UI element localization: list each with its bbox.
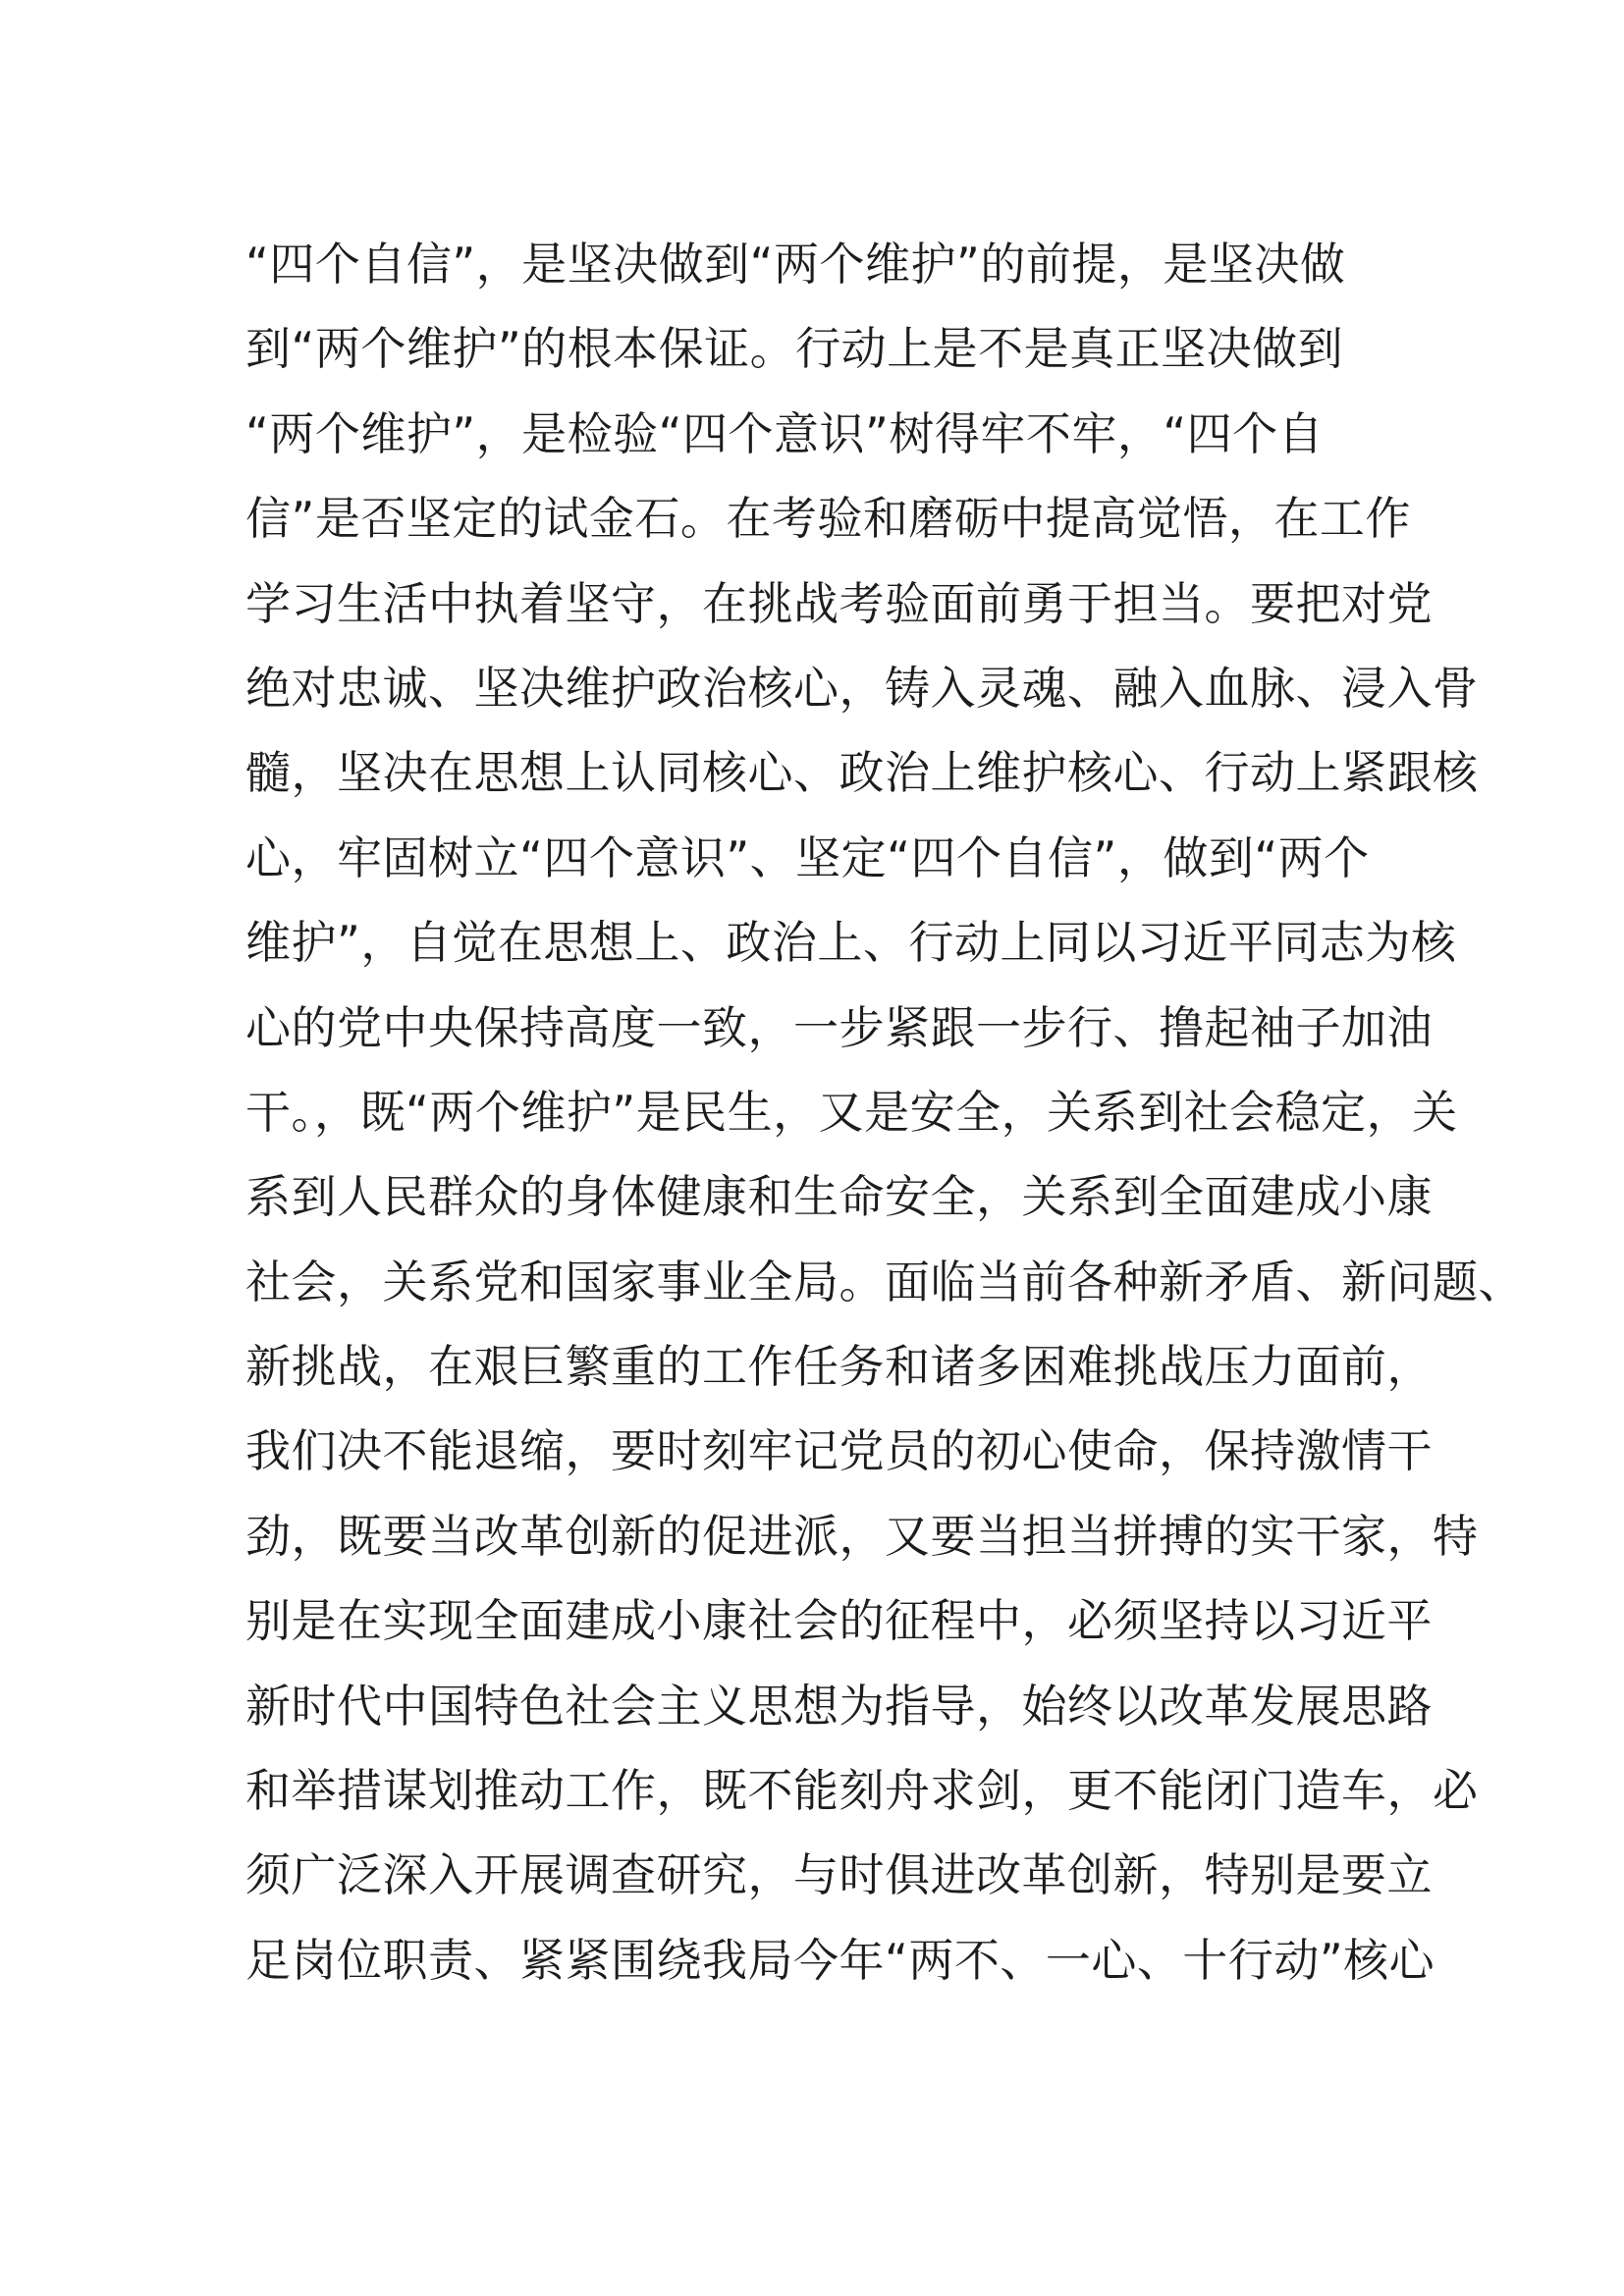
- text-line: 到“两个维护”的根本保证。行动上是不是真正坚决做到: [245, 322, 1344, 376]
- text-line: “两个维护”，是检验“四个意识”树得牢不牢，“四个自: [245, 406, 1325, 460]
- text-line: 须广泛深入开展调查研究，与时俱进改革创新，特别是要立: [245, 1848, 1433, 1902]
- text-line: 绝对忠诚、坚决维护政治核心，铸入灵魂、融入血脉、浸入骨: [245, 661, 1479, 715]
- text-line: 社会，关系党和国家事业全局。面临当前各种新矛盾、新问题、: [245, 1255, 1524, 1308]
- text-line: 新时代中国特色社会主义思想为指导，始终以改革发展思路: [245, 1679, 1433, 1733]
- text-line: 新挑战，在艰巨繁重的工作任务和诸多困难挑战压力面前，: [245, 1340, 1433, 1394]
- text-line: 信”是否坚定的试金石。在考验和磨砺中提高觉悟，在工作: [245, 492, 1411, 546]
- text-line: 系到人民群众的身体健康和生命安全，关系到全面建成小康: [245, 1170, 1433, 1224]
- text-line: 别是在实现全面建成小康社会的征程中，必须坚持以习近平: [245, 1594, 1433, 1648]
- text-line: 学习生活中执着坚守，在挑战考验面前勇于担当。要把对党: [245, 576, 1433, 630]
- text-line: “四个自信”，是坚决做到“两个维护”的前提，是坚决做: [245, 238, 1346, 291]
- text-line: 心，牢固树立“四个意识”、坚定“四个自信”，做到“两个: [245, 830, 1370, 884]
- text-line: 髓，坚决在思想上认同核心、政治上维护核心、行动上紧跟核: [245, 746, 1479, 800]
- text-line: 和举措谋划推动工作，既不能刻舟求剑，更不能闭门造车，必: [245, 1764, 1479, 1818]
- text-line: 劲，既要当改革创新的促进派，又要当担当拼搏的实干家，特: [245, 1509, 1479, 1563]
- text-line: 我们决不能退缩，要时刻牢记党员的初心使命，保持激情干: [245, 1424, 1433, 1478]
- text-line: 维护”，自觉在思想上、政治上、行动上同以习近平同志为核: [245, 916, 1457, 970]
- text-line: 干。，既“两个维护”是民生，又是安全，关系到社会稳定，关: [245, 1085, 1458, 1139]
- text-line: 足岗位职责、紧紧围绕我局今年“两不、一心、十行动”核心: [245, 1933, 1435, 1987]
- text-line: 心的党中央保持高度一致，一步紧跟一步行、撸起袖子加油: [245, 1000, 1433, 1054]
- body-paragraph: [245, 222, 1524, 2002]
